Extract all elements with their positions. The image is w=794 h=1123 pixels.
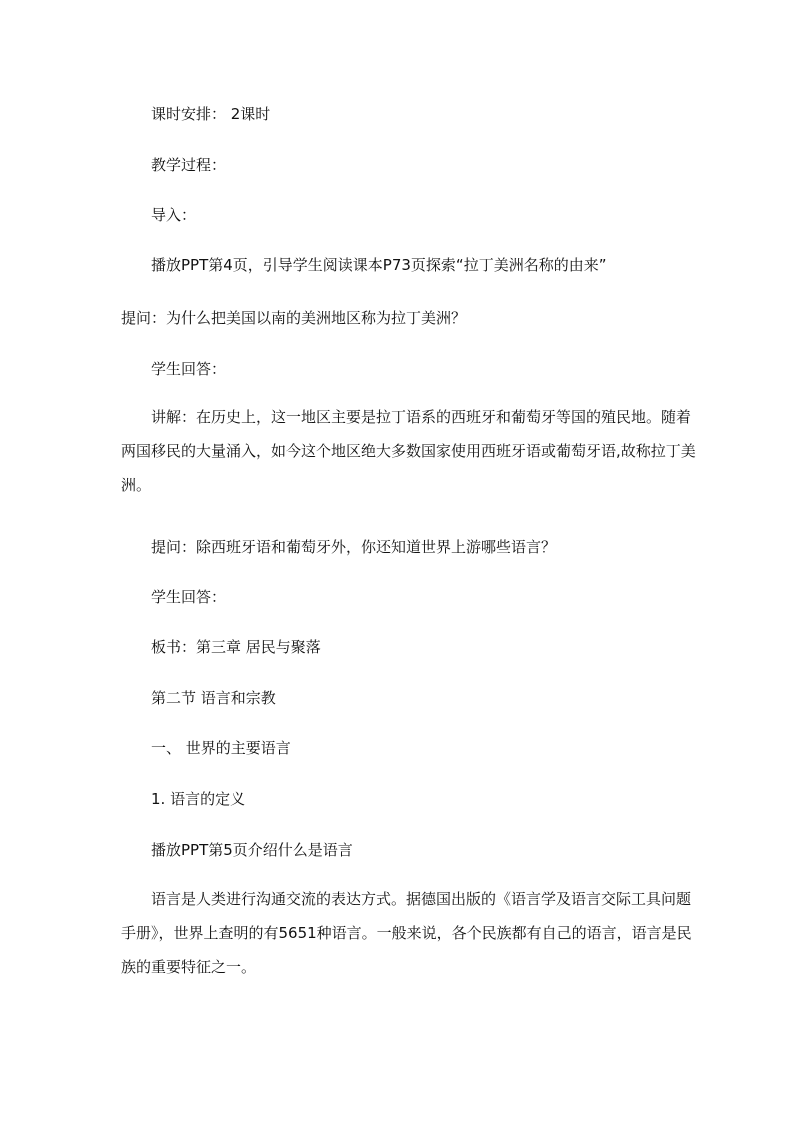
language-definition-paragraph: 语言是人类进行沟通交流的表达方式。据德国出版的《语言学及语言交际工具问题手册》，世界上查明的有5651种语言。一般来说，各个民族都有自己的语言，语言是民族的重要特征之一。 (121, 890, 692, 976)
board-writing-chapter: 板书：第三章 居民与聚落 (151, 638, 321, 656)
main-languages-heading: 一、 世界的主要语言 (151, 739, 291, 757)
ppt-page5-paragraph: 播放PPT第5页介绍什么是语言 (151, 841, 353, 859)
introduction-heading: 导入： (151, 206, 197, 224)
student-answer-2: 学生回答： (151, 588, 227, 606)
student-answer-1: 学生回答： (151, 360, 227, 378)
language-definition-heading: 1. 语言的定义 (151, 790, 246, 808)
teaching-process-heading: 教学过程： (151, 156, 227, 174)
question-other-languages: 提问：除西班牙语和葡萄牙外，你还知道世界上游哪些语言？ (151, 538, 557, 556)
section-title: 第二节 语言和宗教 (151, 689, 276, 707)
ppt-page4-paragraph: 播放PPT第4页，引导学生阅读课本P73页探索“拉丁美洲名称的由来” (151, 256, 607, 274)
question-latin-america: 提问：为什么把美国以南的美洲地区称为拉丁美洲？ (121, 309, 467, 327)
class-hours-line: 课时安排： 2课时 (151, 105, 271, 123)
explanation-paragraph: 讲解：在历史上，这一地区主要是拉丁语系的西班牙和葡萄牙等国的殖民地。随着两国移民的大量涌入，如今这个地区绝大多数国家使用西班牙语或葡萄牙语,故称拉丁美洲。 (121, 408, 696, 494)
